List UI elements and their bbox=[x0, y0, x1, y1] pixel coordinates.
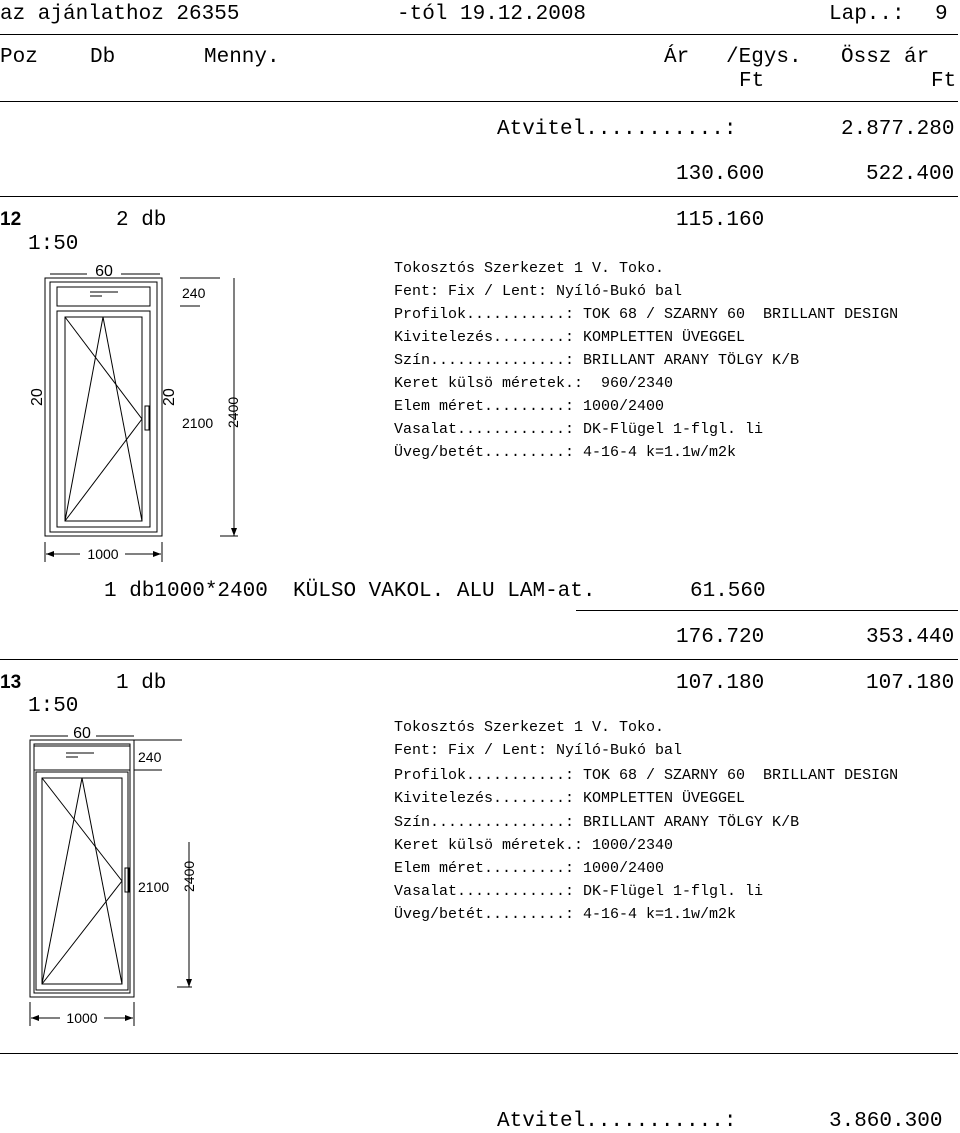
spec-line: Fent: Fix / Lent: Nyíló-Bukó bal bbox=[394, 742, 683, 759]
spec-line: Keret külsö méretek.: 960/2340 bbox=[394, 375, 674, 392]
spec-line: Keret külsö méretek.: 1000/2340 bbox=[394, 837, 674, 854]
spec-line: Fent: Fix / Lent: Nyíló-Bukó bal bbox=[394, 283, 683, 300]
position-number: 12 bbox=[0, 209, 22, 230]
pre-total-value: 522.400 bbox=[866, 163, 955, 186]
dim-top: 60 bbox=[95, 263, 113, 280]
spec-line: Üveg/betét.........: 4-16-4 k=1.1w/m2k bbox=[394, 906, 737, 923]
spec-line: Tokosztós Szerkezet 1 V. Toko. bbox=[394, 260, 665, 277]
drawing-scale: 1:50 bbox=[28, 695, 79, 718]
subtotal-total: 353.440 bbox=[866, 626, 955, 649]
quote-date: -tól 19.12.2008 bbox=[397, 3, 587, 26]
page-label: Lap..: bbox=[829, 3, 905, 26]
subtotal-unit: 176.720 bbox=[676, 626, 765, 649]
position-qty: 1 db bbox=[116, 672, 167, 695]
spec-line: Kivitelezés........: KOMPLETTEN ÜVEGGEL bbox=[394, 329, 746, 346]
col-menny: Menny. bbox=[204, 46, 280, 69]
header-rule bbox=[0, 34, 958, 35]
col-ft-unit: Ft bbox=[739, 70, 765, 93]
subtotal-rule bbox=[576, 610, 958, 611]
spec-line: Elem méret.........: 1000/2400 bbox=[394, 860, 665, 877]
column-rule bbox=[0, 101, 958, 102]
spec-line: Vasalat............: DK-Flügel 1-flgl. li bbox=[394, 883, 764, 900]
footer-rule bbox=[0, 1053, 958, 1054]
dim-left: 20 bbox=[29, 388, 46, 406]
dim-total-height: 2400 bbox=[181, 860, 197, 892]
extra-item-value: 61.560 bbox=[690, 580, 766, 603]
carry-in-value: 2.877.280 bbox=[841, 118, 955, 141]
spec-line: Kivitelezés........: KOMPLETTEN ÜVEGGEL bbox=[394, 790, 746, 807]
spec-line: Szín...............: BRILLANT ARANY TÖLGY K/B bbox=[394, 814, 800, 831]
dim-right: 20 bbox=[161, 388, 178, 406]
drawing-scale: 1:50 bbox=[28, 233, 79, 256]
section-rule bbox=[0, 196, 958, 197]
col-db: Db bbox=[90, 46, 116, 69]
dim-inner-height: 2100 bbox=[182, 415, 214, 431]
position-total-price: 107.180 bbox=[866, 672, 955, 695]
spec-line: Szín...............: BRILLANT ARANY TÖLGY K/B bbox=[394, 352, 800, 369]
dim-top: 60 bbox=[73, 725, 91, 742]
col-ft-total: Ft bbox=[931, 70, 957, 93]
position-number: 13 bbox=[0, 672, 22, 693]
carry-out-label: Atvitel...........: bbox=[497, 1110, 737, 1133]
dim-top-height: 240 bbox=[138, 749, 162, 765]
spec-line: Vasalat............: DK-Flügel 1-flgl. li bbox=[394, 421, 764, 438]
spec-line: Profilok...........: TOK 68 / SZARNY 60 BRILLANT DESIGN bbox=[394, 306, 899, 323]
dim-width: 1000 bbox=[66, 1010, 98, 1026]
carry-out-value: 3.860.300 bbox=[829, 1110, 943, 1133]
position-unit-price: 115.160 bbox=[676, 209, 765, 232]
position-qty: 2 db bbox=[116, 209, 167, 232]
position-rule bbox=[0, 659, 958, 660]
col-egys: /Egys. bbox=[726, 46, 802, 69]
dim-width: 1000 bbox=[87, 546, 119, 562]
page-number: 9 bbox=[935, 3, 948, 26]
spec-line: Üveg/betét.........: 4-16-4 k=1.1w/m2k bbox=[394, 444, 737, 461]
col-poz: Poz bbox=[0, 46, 38, 69]
spec-line: Profilok...........: TOK 68 / SZARNY 60 BRILLANT DESIGN bbox=[394, 767, 899, 784]
spec-line: Tokosztós Szerkezet 1 V. Toko. bbox=[394, 719, 665, 736]
extra-item-label: 1 db1000*2400 KÜLSO VAKOL. ALU LAM-at. bbox=[104, 580, 596, 603]
dim-top-height: 240 bbox=[182, 285, 206, 301]
position-unit-price: 107.180 bbox=[676, 672, 765, 695]
col-ossz: Össz ár bbox=[841, 46, 930, 69]
window-drawing bbox=[20, 258, 290, 568]
pre-unit-value: 130.600 bbox=[676, 163, 765, 186]
carry-in-label: Atvitel...........: bbox=[497, 118, 737, 141]
spec-line: Elem méret.........: 1000/2400 bbox=[394, 398, 665, 415]
dim-total-height: 2400 bbox=[225, 396, 241, 428]
window-drawing bbox=[22, 722, 252, 1032]
dim-inner-height: 2100 bbox=[138, 879, 170, 895]
quote-label: az ajánlathoz 26355 bbox=[0, 3, 240, 26]
col-ar: Ár bbox=[664, 46, 690, 69]
